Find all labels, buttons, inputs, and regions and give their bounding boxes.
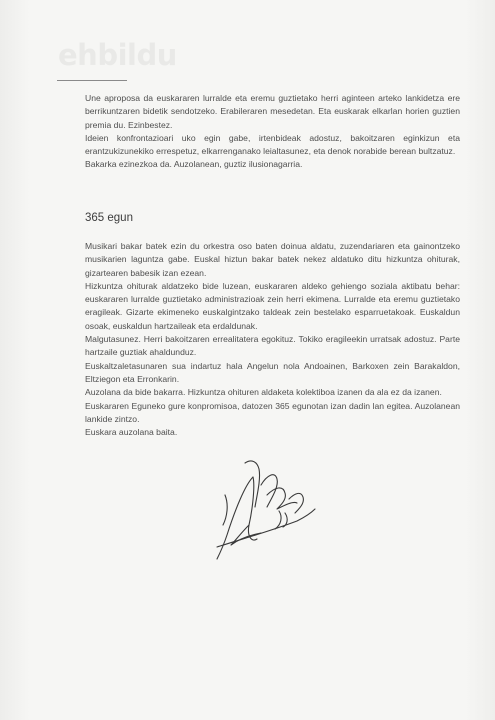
intro-paragraph-1: Une aproposa da euskararen lurralde eta eremu guztietako herri aginteen arteko lankidetza ere berrikuntzaren bidetik sendotzeko. Erabileraren mesedetan. Eta euskarak elkarlan horien guztien premia du. Ezinbestez. (85, 93, 460, 130)
intro-paragraph-3: Bakarka ezinezkoa da. Auzolanean, guztiz ilusionagarria. (85, 159, 303, 170)
section-paragraph-2: Hizkuntza ohiturak aldatzeko bide luzean, euskararen aldeko gehiengo soziala aktibatu behar: euskararen lurralde guztietako administrazioak zein herri ekimena. Lurralde eta eremu guztietako eragileak. Gizarte ekimeneko euskalgintzako taldeak zein bestelako esparruetakoak. Euskaldun osoak, euskaldun hartzaileak eta erdaldunak. (85, 280, 460, 331)
section-paragraph-1: Musikari bakar batek ezin du orkestra oso baten doinua aldatu, zuzendariaren eta gainontzeko musikarien laguntza gabe. Euskal hiztun bakar batek nekez aldatuko ditu hizkuntza ohiturak, gizartearen babesik izan ezean. (85, 241, 460, 278)
section-paragraph-6: Euskararen Eguneko gure konpromisoa, datozen 365 egunotan izan dadin lan egitea. Auzolanean lankide zintzo. (85, 400, 460, 424)
intro-paragraph-2: Ideien konfrontazioari uko egin gabe, irtenbideak adostuz, bakoitzaren eginkizun eta erantzukizunekiko errespetuz, elkarrenganako leialtasunez, eta denok norabide berean bultzatuz. (85, 132, 460, 157)
section-paragraph-7: Euskara auzolana baita. (85, 427, 178, 438)
section-paragraph-4: Euskaltzaletasunaren sua indartuz hala Angelun nola Andoainen, Barkoxen zein Barakaldon, Eltziegon eta Erronkarin. (85, 360, 460, 384)
section-paragraph-3: Malgutasunez. Herri bakoitzaren errealitatera egokituz. Tokiko eragileekin urratsak adostuz. Parte hartzaile guztiak ahaldunduz. (85, 334, 460, 358)
intro-block (85, 92, 460, 172)
section-heading: 365 egun (85, 212, 133, 224)
section-body (85, 240, 460, 439)
section-paragraph-5: Auzolana da bide bakarra. Hizkuntza ohituren aldaketa kolektiboa izanen da ala ez da izanen. (85, 387, 442, 398)
signature-icon (205, 455, 320, 570)
party-logo: ehbildu (58, 38, 177, 72)
logo-underline (57, 80, 127, 81)
